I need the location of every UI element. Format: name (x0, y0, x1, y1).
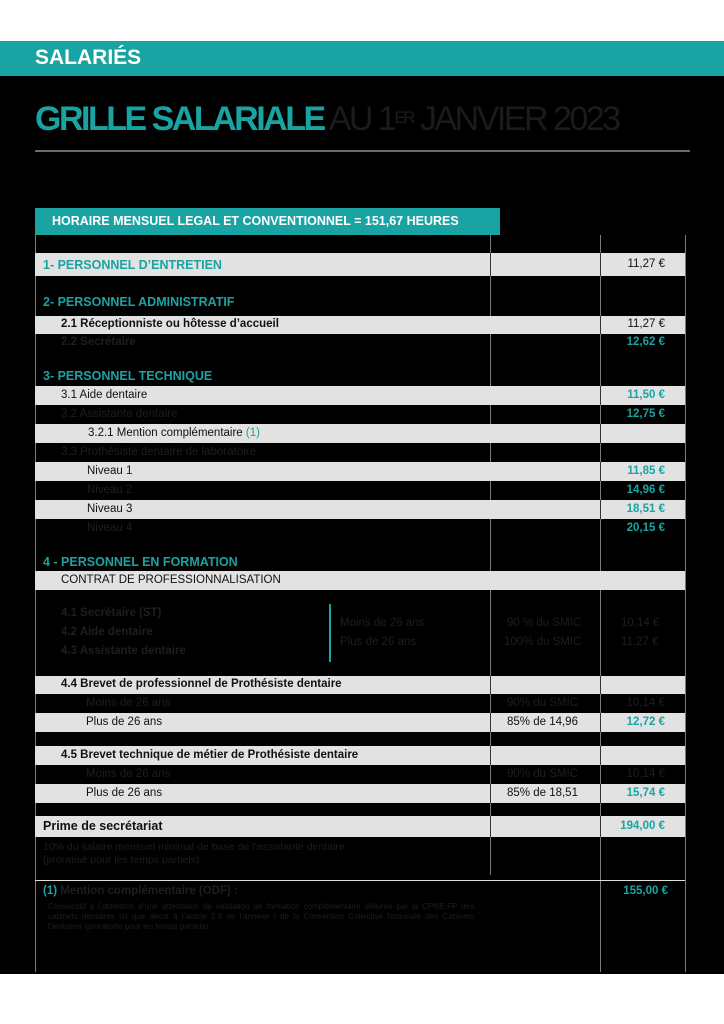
row-4-4-rate-1: 90% du SMIC (507, 697, 578, 709)
table-header-label: HORAIRE MENSUEL LEGAL ET CONVENTIONNEL = 151,67 HEURES (52, 214, 459, 228)
row-4-5-moins (35, 765, 685, 784)
niveau-3-label: Niveau 3 (87, 503, 133, 515)
row-4-5-label: 4.5 Brevet technique de métier de Prothésiste dentaire (61, 749, 359, 761)
title-date: JANVIER 2023 (412, 100, 619, 138)
row-2-2-label: 2.2 Secrétaire (61, 336, 136, 348)
row-4-5-age-2: Plus de 26 ans (86, 787, 163, 799)
prime-label: Prime de secrétariat (43, 819, 163, 833)
row-4-4-age-1: Moins de 26 ans (86, 697, 171, 709)
row-mention (35, 424, 685, 443)
group-age-1: Moins de 26 ans (340, 617, 425, 629)
section-title: SALARIÉS (35, 46, 142, 69)
row-secretaire (35, 334, 685, 352)
row-4-4-age-2: Plus de 26 ans (86, 716, 163, 728)
group-value-2: 11,27 € (621, 636, 659, 648)
row-aide-dentaire (35, 386, 685, 405)
section-1-label: 1- PERSONNEL D’ENTRETIEN (43, 258, 222, 272)
row-4-4-label: 4.4 Brevet de professionnel de Prothésiste dentaire (61, 678, 342, 690)
niveau-4-value: 20,15 € (626, 522, 665, 534)
row-4-5-title (35, 746, 685, 765)
contrat-label: CONTRAT DE PROFESSIONNALISATION (61, 574, 281, 586)
mention-divider (35, 880, 685, 881)
row-4-4-value-1: 10,14 € (626, 697, 665, 709)
row-4-5-plus (35, 784, 685, 803)
row-3-1-value: 11,50 € (627, 389, 665, 401)
section-1-value: 11,27 € (627, 258, 665, 270)
table-header (35, 208, 500, 235)
row-4-5-rate-1: 90% du SMIC (507, 768, 578, 780)
row-niveau-4 (35, 519, 685, 538)
prime-value: 194,00 € (620, 820, 665, 832)
title-main: GRILLE SALARIALE (35, 100, 324, 138)
prime-note-1: 10% du salaire mensuel minimal de base de l’assistante dentaire (43, 841, 345, 853)
title-sup: ER (394, 108, 413, 127)
row-4-4-rate-2: 85% de 14,96 (507, 716, 578, 728)
row-2-1-value: 11,27 € (627, 318, 665, 330)
group-rate-2: 100% du SMIC (504, 636, 582, 648)
row-4-5-value-2: 15,74 € (626, 787, 665, 799)
mention-value: 155,00 € (623, 885, 668, 897)
group-bracket (329, 604, 331, 662)
section-banner (0, 41, 724, 76)
row-contrat (35, 571, 685, 590)
row-2-2-value: 12,62 € (626, 336, 665, 348)
mention-heading (43, 885, 238, 897)
niveau-2-label: Niveau 2 (87, 484, 133, 496)
title-divider (35, 150, 690, 152)
row-3-1-label: 3.1 Aide dentaire (61, 389, 148, 401)
title-au: AU 1 (323, 100, 395, 138)
row-prime (35, 816, 685, 837)
niveau-4-label: Niveau 4 (87, 522, 133, 534)
page-title (35, 100, 619, 139)
row-4-4-moins (35, 694, 685, 713)
group-4-3-label: 4.3 Assistante dentaire (61, 645, 186, 657)
row-4-5-rate-2: 85% de 18,51 (507, 787, 578, 799)
prime-note-2: (proratisé pour les temps partiels) (43, 854, 200, 866)
row-3-3-label: 3.3 Prothésiste dentaire de laboratoire (61, 446, 256, 458)
group-value-1: 10,14 € (621, 617, 660, 629)
row-assistante (35, 405, 685, 424)
row-entretien (35, 253, 685, 276)
row-2-1-label: 2.1 Réceptionniste ou hôtesse d’accueil (61, 318, 279, 330)
grid-line-right (685, 235, 686, 972)
row-4-5-value-1: 10,14 € (626, 768, 665, 780)
row-4-4-title (35, 676, 685, 694)
row-3-2-value: 12,75 € (626, 408, 665, 420)
group-4-1-label: 4.1 Secrétaire (ST) (61, 607, 162, 619)
niveau-3-value: 18,51 € (626, 503, 665, 515)
row-prothesiste (35, 443, 685, 462)
mention-text: Consécutif à l’obtention d’une attestation de validation de formation complémentaire délivrée par la CPNE-FP des cabinets dentaires tel que décrit à l’article 2.6 de l’annexe I de la Convention Collective Nationale des Cabinets Dentaires (proratisée pour les temps partiels). (48, 902, 474, 931)
section-3-label: 3- PERSONNEL TECHNIQUE (43, 369, 213, 383)
mention-num: (1) (43, 885, 58, 897)
group-4-2-label: 4.2 Aide dentaire (61, 626, 153, 638)
row-niveau-3 (35, 500, 685, 519)
row-niveau-2 (35, 481, 685, 500)
row-4-4-plus (35, 713, 685, 732)
section-2-label: 2- PERSONNEL ADMINISTRATIF (43, 295, 235, 309)
mention-note-ref: (1) (245, 427, 260, 439)
niveau-2-value: 14,96 € (626, 484, 665, 496)
row-3-2-1-label: 3.2.1 Mention complémentaire (1) (88, 427, 260, 439)
row-4-5-age-1: Moins de 26 ans (86, 768, 171, 780)
row-4-4-value-2: 12,72 € (626, 716, 665, 728)
mention-label: Mention complémentaire (ODF) : (60, 885, 238, 897)
row-niveau-1 (35, 462, 685, 481)
group-age-2: Plus de 26 ans (340, 636, 417, 648)
niveau-1-label: Niveau 1 (87, 465, 133, 477)
row-3-2-label: 3.2 Assistante dentaire (61, 408, 178, 420)
section-4-label: 4 - PERSONNEL EN FORMATION (43, 555, 238, 569)
row-receptionniste (35, 316, 685, 334)
group-rate-1: 90 % du SMIC (507, 617, 582, 629)
niveau-1-value: 11,85 € (627, 465, 665, 477)
